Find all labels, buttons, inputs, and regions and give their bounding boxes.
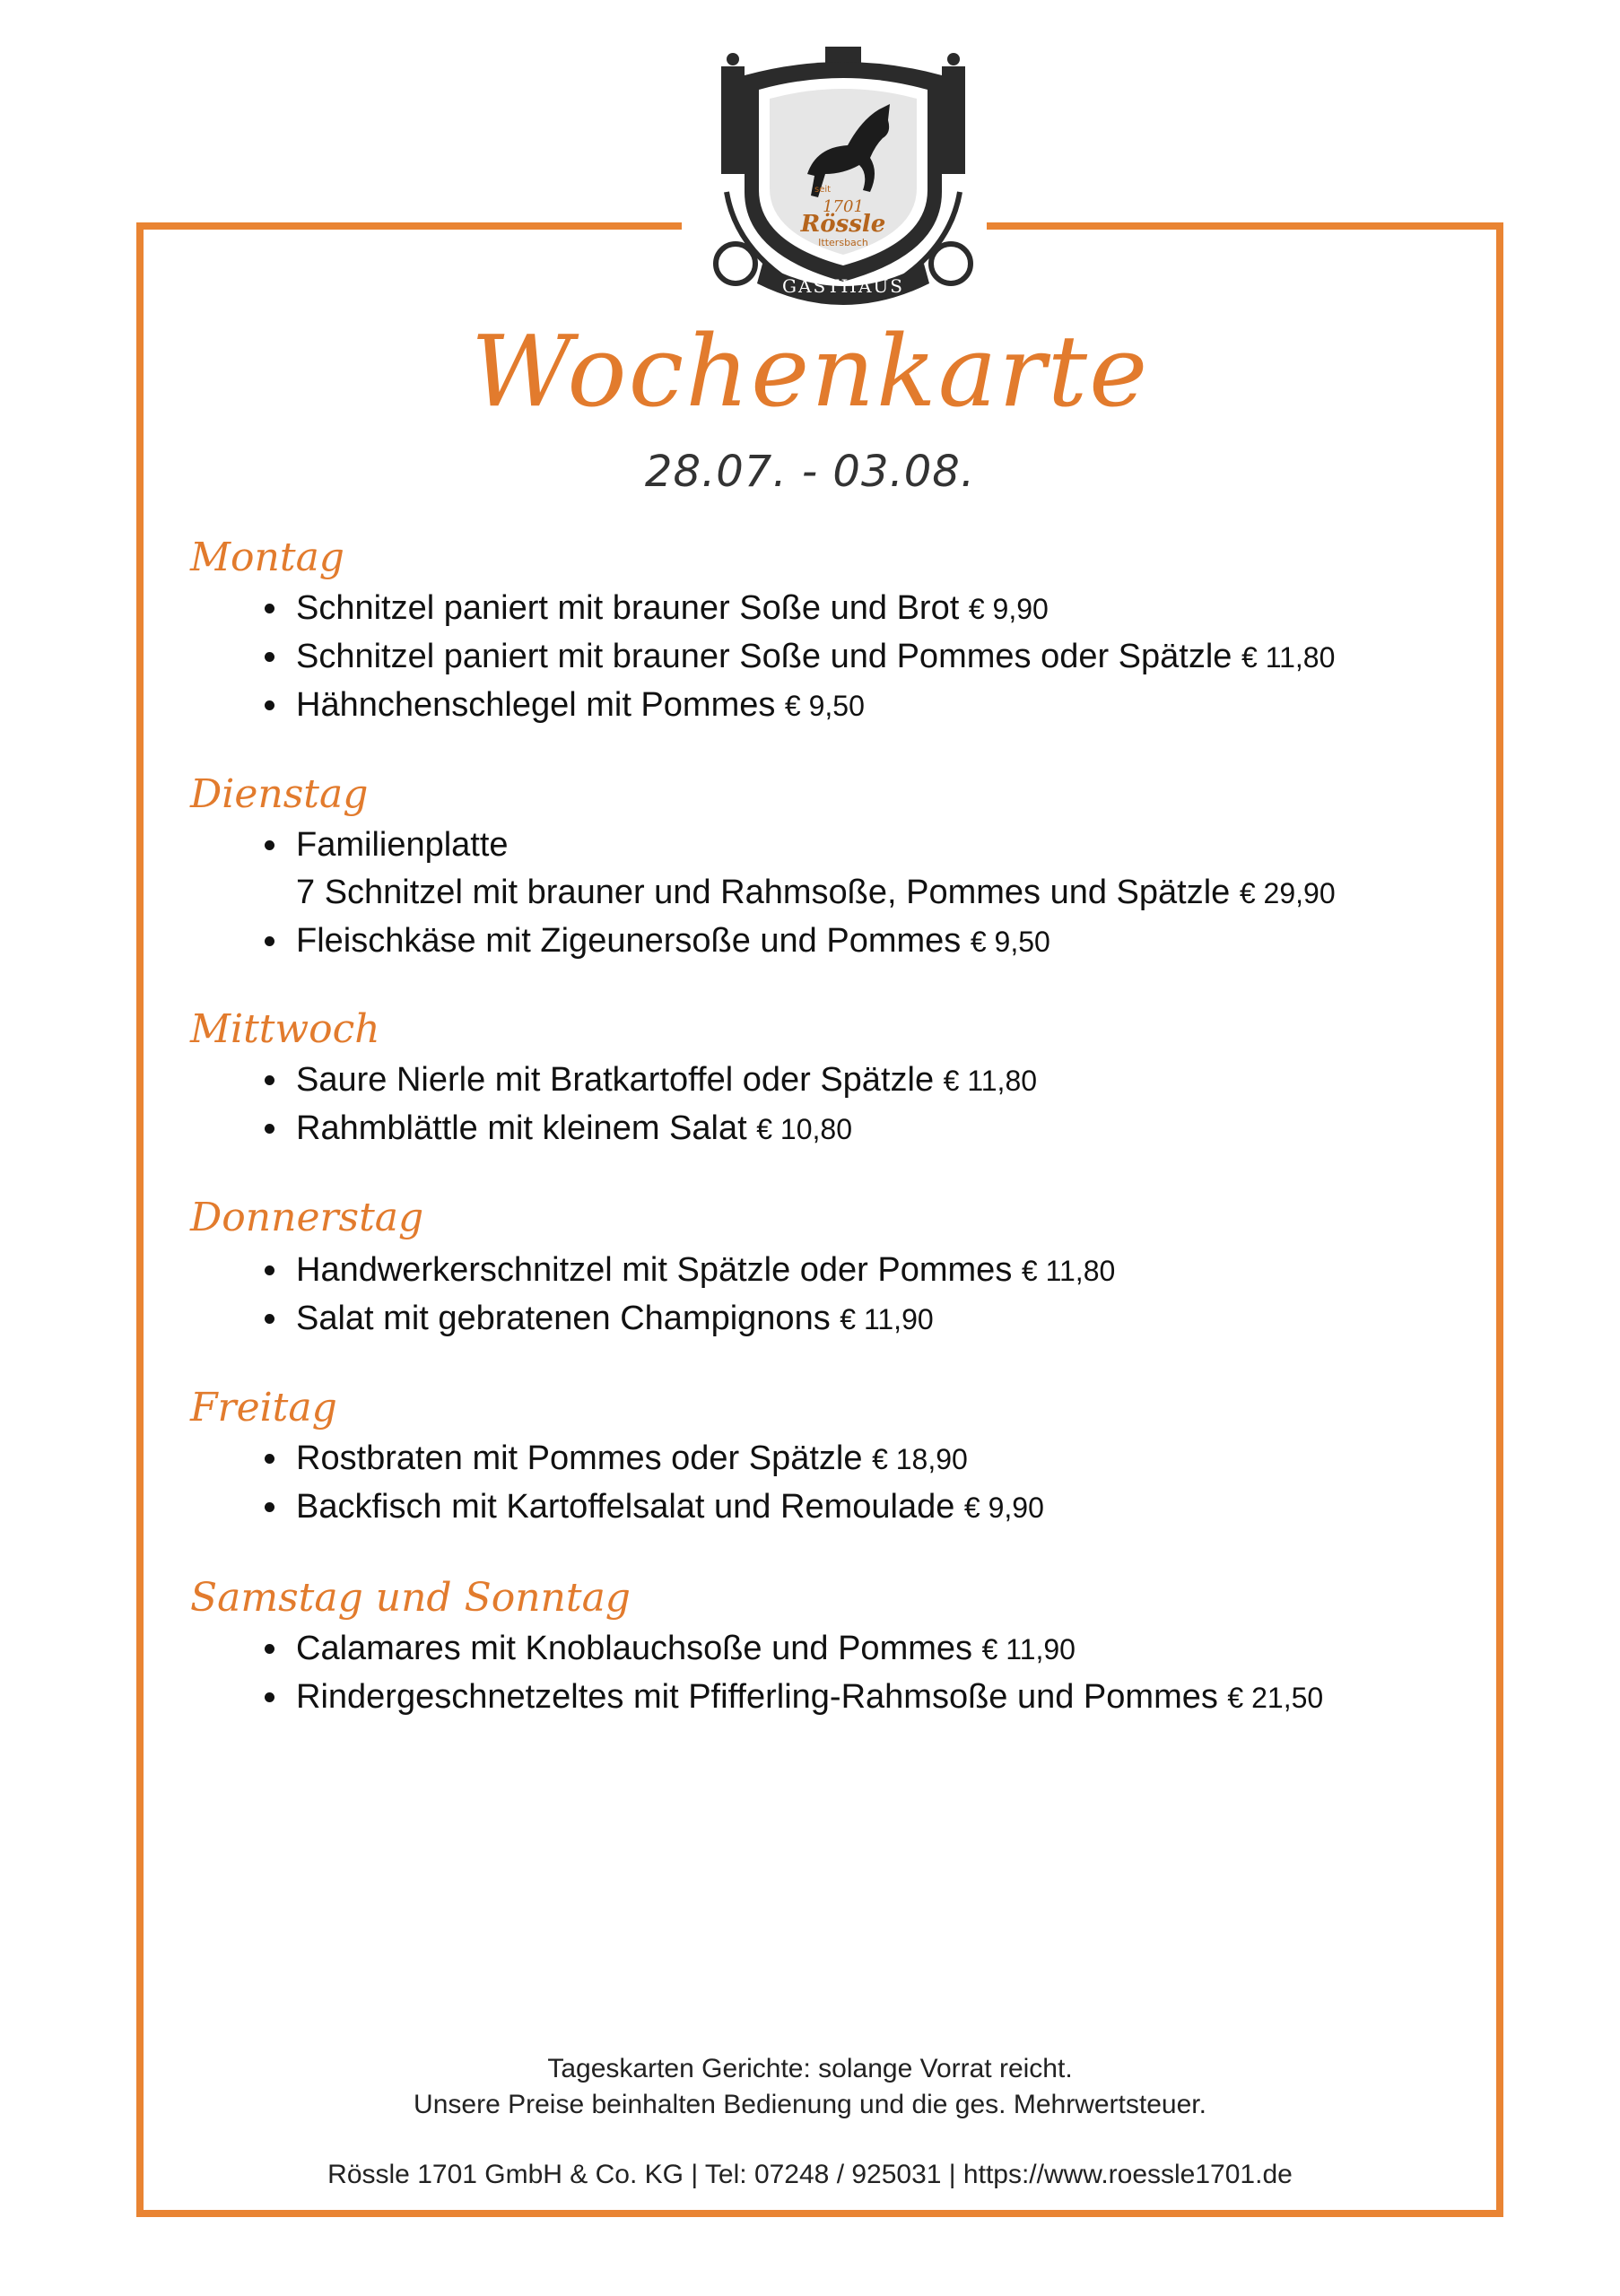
list-item: • Fleischkäse mit Zigeunersoße und Pommes € 9,50 <box>291 918 1336 966</box>
day-items <box>235 822 1336 966</box>
logo-banner: GASTHAUS <box>782 275 904 297</box>
list-item: • Backfisch mit Kartoffelsalat und Remoulade € 9,90 <box>291 1483 1044 1532</box>
gasthaus-logo <box>700 39 987 317</box>
list-item: • Schnitzel paniert mit brauner Soße und Pommes oder Spätzle € 11,80 <box>291 633 1335 682</box>
day-items <box>235 1625 1323 1722</box>
list-item: • Salat mit gebratenen Champignons € 11,90 <box>291 1295 1115 1344</box>
day-items <box>235 1435 1044 1532</box>
list-item: • Familienplatte 7 Schnitzel mit brauner und Rahmsoße, Pommes und Spätzle € 29,90 <box>291 822 1336 918</box>
day-items <box>235 1247 1115 1344</box>
list-item: • Saure Nierle mit Bratkartoffel oder Spätzle € 11,80 <box>291 1057 1037 1105</box>
list-item: • Handwerkerschnitzel mit Spätzle oder Pommes € 11,80 <box>291 1247 1115 1295</box>
day-heading: Freitag <box>190 1385 337 1431</box>
list-item: • Calamares mit Knoblauchsoße und Pommes € 11,90 <box>291 1625 1323 1674</box>
list-item: • Rahmblättle mit kleinem Salat € 10,80 <box>291 1105 1037 1153</box>
list-item: • Hähnchenschlegel mit Pommes € 9,50 <box>291 682 1335 730</box>
logo-place: Ittersbach <box>818 237 868 248</box>
day-heading: Dienstag <box>190 771 369 817</box>
list-item: • Rindergeschnetzeltes mit Pfifferling-Rahmsoße und Pommes € 21,50 <box>291 1674 1323 1722</box>
day-items <box>235 1057 1037 1153</box>
list-item: • Schnitzel paniert mit brauner Soße und Brot € 9,90 <box>291 585 1335 633</box>
day-heading: Mittwoch <box>190 1006 380 1052</box>
day-items <box>235 585 1335 730</box>
footer-contact: Rössle 1701 GmbH & Co. KG | Tel: 07248 / 925031 | https://www.roessle1701.de <box>327 2160 1293 2189</box>
day-heading: Donnerstag <box>190 1195 424 1240</box>
date-range: 28.07. - 03.08. <box>644 447 976 497</box>
footer-availability: Tageskarten Gerichte: solange Vorrat reicht. <box>547 2054 1073 2083</box>
logo-year: 1701 <box>823 197 864 216</box>
day-heading: Samstag und Sonntag <box>190 1575 631 1621</box>
footer-tax-note: Unsere Preise beinhalten Bedienung und die ges. Mehrwertsteuer. <box>414 2090 1206 2119</box>
list-item: • Rostbraten mit Pommes oder Spätzle € 18,90 <box>291 1435 1044 1483</box>
logo-name: Rössle <box>800 211 886 238</box>
day-heading: Montag <box>190 535 344 580</box>
logo-since: seit <box>814 185 832 195</box>
page-title: Wochenkarte <box>470 314 1150 429</box>
